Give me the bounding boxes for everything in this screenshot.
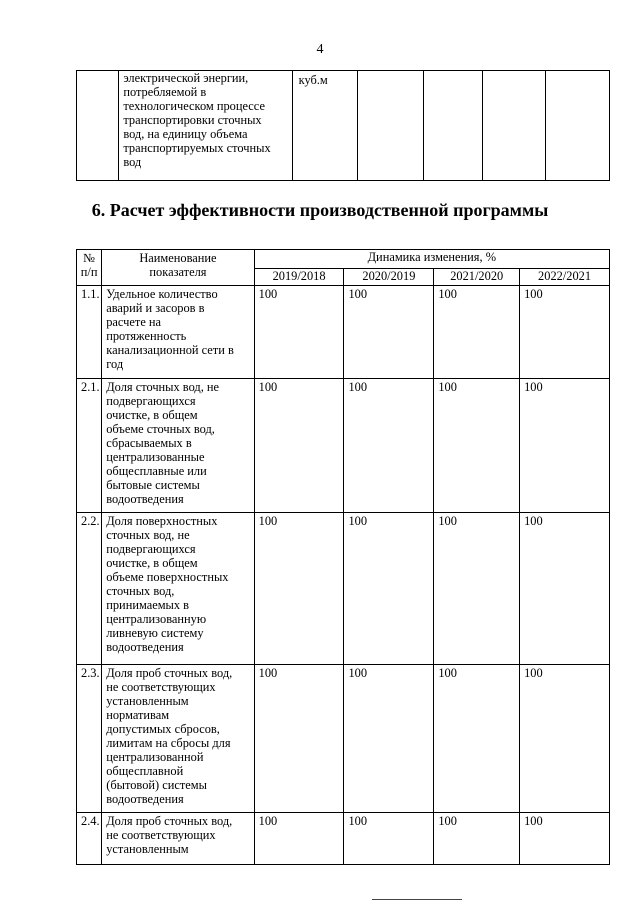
name-line: не соответствующих [106,680,216,694]
section-title: 6. Расчет эффективности производственной программы [91,200,549,220]
name-line: Доля сточных вод, не [106,380,220,394]
name-line: водоотведения [106,492,184,506]
continuation-name-cell [119,71,292,181]
name-line: потребляемой в [123,85,207,99]
name-line: объеме сточных вод, [106,422,215,436]
table-row [77,71,610,181]
name-line: установленным [106,842,189,856]
row-number: 2.4. [77,813,102,865]
indicator-name [102,665,254,813]
name-line: Удельное количество [106,287,218,301]
indicator-name [102,513,254,665]
col-name-header [102,250,254,286]
value-cell: 100 [344,379,434,513]
value-cell: 100 [254,286,344,379]
name-line: очистке, в общем [106,408,198,422]
name-line: лимитам на сбросы для [106,736,231,750]
footer-line [372,899,462,900]
name-line: протяженность [106,329,187,343]
value-cell: 100 [344,513,434,665]
name-line: централизованной [106,750,204,764]
unit-cell: куб.м [292,71,357,181]
name-line: (бытовой) системы [106,778,207,792]
name-line: Доля поверхностных [106,514,218,528]
year-header: 2021/2020 [434,269,520,286]
name-line: ливневую систему [106,626,204,640]
name-line: подвергающихся [106,394,196,408]
name-line: транспортировки сточных [123,113,262,127]
name-line: аварий и засоров в [106,301,205,315]
name-line: очистке, в общем [106,556,198,570]
value-cell: 100 [434,379,520,513]
col-name-bottom: показателя [149,265,207,279]
col-num-bottom: п/п [80,265,98,279]
value-cell: 100 [520,665,610,813]
value-cell: 100 [434,665,520,813]
empty-cell [358,71,423,181]
name-line: централизованные [106,450,205,464]
row-number: 1.1. [77,286,102,379]
col-name-top: Наименование [139,251,217,265]
table-row [77,665,610,813]
name-line: год [106,357,124,371]
name-line: водоотведения [106,792,184,806]
year-header: 2022/2021 [520,269,610,286]
value-cell: 100 [344,813,434,865]
name-line: электрической энергии, [123,71,249,85]
value-cell: 100 [520,379,610,513]
dynamics-header: Динамика изменения, % [254,250,609,269]
value-cell: 100 [434,813,520,865]
name-line: вод [123,155,142,169]
empty-cell [77,71,119,181]
name-line: сточных вод, не [106,528,190,542]
table-row [77,379,610,513]
table-row [77,813,610,865]
value-cell: 100 [344,286,434,379]
name-line: вод, на единицу объема [123,127,248,141]
empty-cell [546,71,610,181]
name-line: общесплавные или [106,464,207,478]
value-cell: 100 [254,513,344,665]
name-line: сточных вод, [106,584,175,598]
name-line: бытовые системы [106,478,200,492]
value-cell: 100 [520,513,610,665]
name-line: канализационной сети в [106,343,234,357]
name-line: транспортируемых сточных [123,141,271,155]
name-line: не соответствующих [106,828,216,842]
name-line: объеме поверхностных [106,570,229,584]
value-cell: 100 [520,813,610,865]
year-header: 2019/2018 [254,269,344,286]
name-line: расчете на [106,315,162,329]
row-number: 2.1. [77,379,102,513]
header-row [77,250,610,269]
indicator-name [102,813,254,865]
table-row [77,286,610,379]
name-line: сбрасываемых в [106,436,192,450]
value-cell: 100 [434,286,520,379]
indicator-name [102,286,254,379]
name-line: принимаемых в [106,598,190,612]
name-line: централизованную [106,612,207,626]
table-row [77,513,610,665]
name-line: подвергающихся [106,542,196,556]
name-line: Доля проб сточных вод, [106,666,233,680]
value-cell: 100 [254,665,344,813]
name-line: общесплавной [106,764,184,778]
row-number: 2.3. [77,665,102,813]
page-number: 4 [316,42,324,57]
row-number: 2.2. [77,513,102,665]
value-cell: 100 [520,286,610,379]
value-cell: 100 [254,813,344,865]
name-line: Доля проб сточных вод, [106,814,233,828]
name-line: водоотведения [106,640,184,654]
efficiency-table [76,249,610,865]
value-cell: 100 [254,379,344,513]
col-num-top: № [83,251,96,265]
indicator-name [102,379,254,513]
empty-cell [483,71,546,181]
year-header: 2020/2019 [344,269,434,286]
name-line: установленным [106,694,189,708]
empty-cell [423,71,482,181]
name-line: нормативам [106,708,170,722]
value-cell: 100 [344,665,434,813]
col-num-header [77,250,102,286]
continuation-table [76,70,610,181]
name-line: технологическом процессе [123,99,265,113]
value-cell: 100 [434,513,520,665]
name-line: допустимых сбросов, [106,722,220,736]
